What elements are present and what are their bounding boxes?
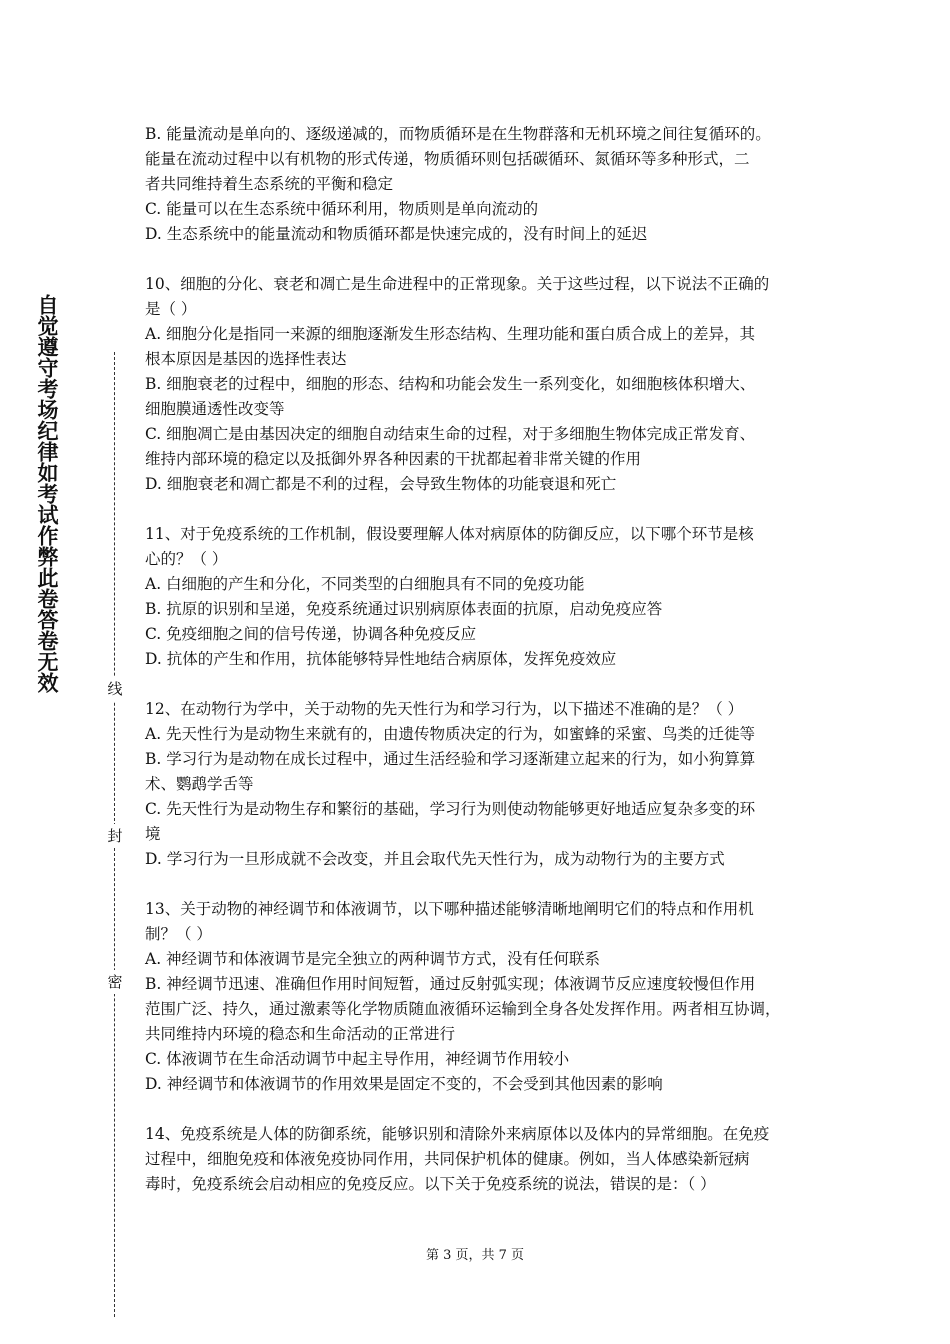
answer-option (145, 572, 813, 597)
answer-option (145, 322, 813, 372)
answer-option (145, 222, 813, 247)
answer-option-line: A. 先天性行为是动物生来就有的，由遗传物质决定的行为，如蜜蜂的采蜜、鸟类的迁徙等 (145, 725, 756, 743)
question-stem-line: 13、关于动物的神经调节和体液调节，以下哪种描述能够清晰地阐明它们的特点和作用机 (145, 900, 754, 918)
answer-option-line: 根本原因是基因的选择性表达 (145, 350, 347, 368)
question-block (145, 697, 813, 872)
question-gap (145, 872, 813, 897)
answer-option-line: B. 抗原的识别和呈递，免疫系统通过识别病原体表面的抗原，启动免疫应答 (145, 600, 663, 618)
answer-option (145, 847, 813, 872)
question-list (145, 122, 813, 1197)
answer-option (145, 797, 813, 847)
answer-option-line: 术、鹦鹉学舌等 (145, 775, 254, 793)
question-gap (145, 247, 813, 272)
binding-mark-line: 线 (106, 677, 124, 701)
page-number: 第 3 页，共 7 页 (425, 1248, 525, 1263)
question-gap (145, 497, 813, 522)
answer-option (145, 947, 813, 972)
question-stem-line: 毒时，免疫系统会启动相应的免疫反应。以下关于免疫系统的说法，错误的是：（ ） (145, 1175, 716, 1193)
answer-option-line: D. 神经调节和体液调节的作用效果是固定不变的，不会受到其他因素的影响 (145, 1075, 663, 1093)
answer-option-line: C. 免疫细胞之间的信号传递，协调各种免疫反应 (145, 625, 477, 643)
binding-mark-secret: 密 (106, 970, 124, 994)
question-block (145, 897, 813, 1097)
answer-option-line: 者共同维持着生态系统的平衡和稳定 (145, 175, 394, 193)
question-block (145, 1122, 813, 1197)
answer-option-line: B. 神经调节迅速、准确但作用时间短暂，通过反射弧实现；体液调节反应速度较慢但作用 (145, 975, 756, 993)
answer-option-line: D. 抗体的产生和作用，抗体能够特异性地结合病原体，发挥免疫效应 (145, 650, 617, 668)
answer-option-line: D. 细胞衰老和凋亡都是不利的过程，会导致生物体的功能衰退和死亡 (145, 475, 617, 493)
answer-option-line: B. 学习行为是动物在成长过程中，通过生活经验和学习逐渐建立起来的行为，如小狗算算 (145, 750, 756, 768)
question-stem-line: 14、免疫系统是人体的防御系统，能够识别和清除外来病原体以及体内的异常细胞。在免疫 (145, 1125, 770, 1143)
binding-mark-seal: 封 (106, 824, 124, 848)
answer-option-line: A. 神经调节和体液调节是完全独立的两种调节方式，没有任何联系 (145, 950, 601, 968)
answer-option-line: 能量在流动过程中以有机物的形式传递，物质循环则包括碳循环、氮循环等多种形式，二 (145, 150, 750, 168)
answer-option-line: 共同维持内环境的稳态和生命活动的正常进行 (145, 1025, 456, 1043)
answer-option-line: A. 白细胞的产生和分化，不同类型的白细胞具有不同的免疫功能 (145, 575, 585, 593)
answer-option (145, 1047, 813, 1072)
question-stem-line: 12、在动物行为学中，关于动物的先天性行为和学习行为，以下描述不准确的是？（ ） (145, 700, 744, 718)
answer-option-line: 维持内部环境的稳定以及抵御外界各种因素的干扰都起着非常关键的作用 (145, 450, 642, 468)
question-gap (145, 672, 813, 697)
answer-option (145, 597, 813, 622)
answer-option-line: 细胞膜通透性改变等 (145, 400, 285, 418)
question-block (145, 122, 813, 247)
answer-option-line: B. 细胞衰老的过程中，细胞的形态、结构和功能会发生一系列变化，如细胞核体积增大、 (145, 375, 756, 393)
question-stem-line: 过程中，细胞免疫和体液免疫协同作用，共同保护机体的健康。例如，当人体感染新冠病 (145, 1150, 750, 1168)
answer-option-line: D. 生态系统中的能量流动和物质循环都是快速完成的，没有时间上的延迟 (145, 225, 648, 243)
question-block (145, 522, 813, 672)
answer-option (145, 1072, 813, 1097)
answer-option (145, 972, 813, 1047)
question-stem-line: 11、对于免疫系统的工作机制，假设要理解人体对病原体的防御反应，以下哪个环节是核 (145, 525, 754, 543)
answer-option-line: C. 细胞凋亡是由基因决定的细胞自动结束生命的过程，对于多细胞生物体完成正常发育、 (145, 425, 756, 443)
question-block (145, 272, 813, 497)
answer-option (145, 197, 813, 222)
answer-option (145, 747, 813, 797)
question-stem-line: 心的？（ ） (145, 550, 228, 568)
answer-option-line: A. 细胞分化是指同一来源的细胞逐渐发生形态结构、生理功能和蛋白质合成上的差异，其 (145, 325, 756, 343)
question-stem-line: 10、细胞的分化、衰老和凋亡是生命进程中的正常现象。关于这些过程，以下说法不正确的 (145, 275, 770, 293)
answer-option-line: C. 体液调节在生命活动调节中起主导作用，神经调节作用较小 (145, 1050, 570, 1068)
answer-option-line: C. 能量可以在生态系统中循环利用，物质则是单向流动的 (145, 200, 539, 218)
answer-option (145, 622, 813, 647)
answer-option (145, 647, 813, 672)
exam-discipline-notice: 自觉遵守考场纪律如考试作弊此卷答卷无效 (35, 294, 59, 693)
answer-option-line: D. 学习行为一旦形成就不会改变，并且会取代先天性行为，成为动物行为的主要方式 (145, 850, 725, 868)
answer-option (145, 422, 813, 472)
answer-option (145, 472, 813, 497)
answer-option-line: B. 能量流动是单向的、逐级递减的，而物质循环是在生物群落和无机环境之间往复循环的。 (145, 125, 771, 143)
answer-option-line: C. 先天性行为是动物生存和繁衍的基础，学习行为则使动物能够更好地适应复杂多变的环 (145, 800, 756, 818)
answer-option (145, 122, 813, 197)
answer-option-line: 范围广泛、持久，通过激素等化学物质随血液循环运输到全身各处发挥作用。两者相互协调， (145, 1000, 781, 1018)
question-gap (145, 1097, 813, 1122)
answer-option (145, 372, 813, 422)
answer-option (145, 722, 813, 747)
question-stem-line: 是（ ） (145, 300, 197, 318)
question-stem-line: 制？（ ） (145, 925, 212, 943)
answer-option-line: 境 (145, 825, 161, 843)
